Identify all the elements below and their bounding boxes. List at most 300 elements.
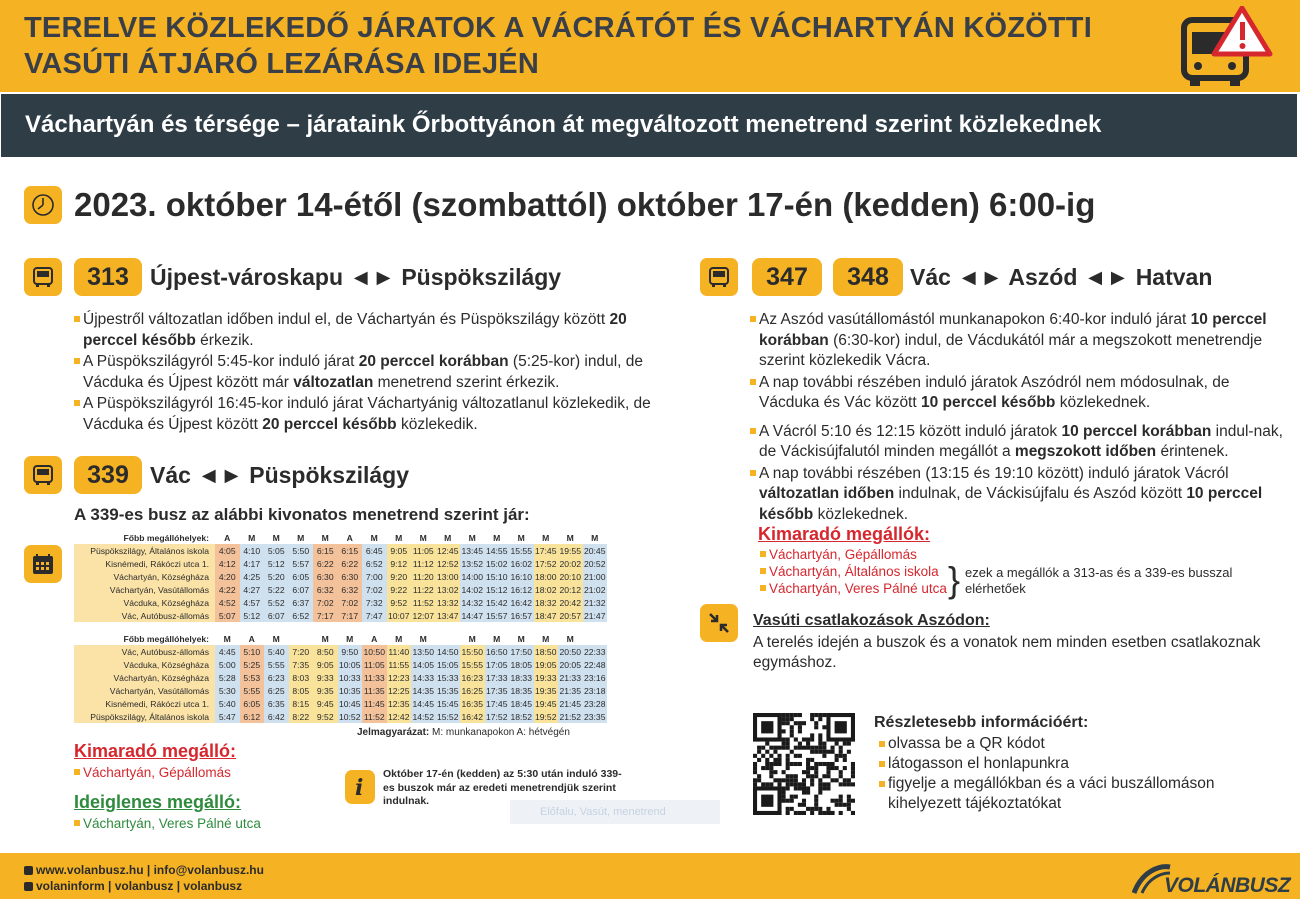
time-cell: 19:35 (534, 685, 557, 696)
time-cell: 5:28 (215, 671, 240, 684)
legend-text: M: munkanapokon A: hétvégén (432, 727, 570, 738)
list-item: A Vácról 5:10 és 12:15 között induló járatok 10 perccel korábban indul-nak, de Váckisújfalutól minden megállót a megszokott időben érintenek. (750, 422, 1290, 463)
time-cell: 6:07 (264, 609, 289, 622)
time-cell: 14:02 (461, 584, 483, 595)
route-347-name: Vác ◄► Aszód ◄► Hatvan (910, 264, 1213, 290)
time-cell: 5:53 (240, 671, 265, 684)
list-item: A nap további részében (13:15 és 19:10 között) induló járatok Vácról változatlan időben indulnak, de Váckisújfalu és Aszód között 10 perccel később közlekednek. (750, 464, 1290, 526)
time-cell: 12:07 (412, 610, 434, 621)
list-item: Váchartyán, Veres Pálné utca (760, 580, 947, 597)
time-cell: 4:20 (215, 570, 240, 583)
time-cell: 15:45 (436, 698, 459, 709)
time-cell: 21:33 (559, 672, 581, 683)
time-cell: 5:05 (264, 544, 289, 557)
legend (357, 727, 570, 738)
time-cell: 4:52 (215, 596, 240, 609)
time-cell: 15:12 (485, 584, 508, 595)
route-badge-313: 313 (74, 258, 142, 296)
list-item: Váchartyán, Veres Pálné utca (74, 815, 261, 832)
time-cell: 9:12 (387, 557, 412, 570)
time-cell: 6:42 (264, 710, 289, 723)
time-cell: 19:05 (534, 659, 557, 670)
time-cell: 7:00 (362, 570, 387, 583)
connection-arrows-icon (700, 604, 738, 642)
table-flag-cell: M (338, 632, 363, 645)
time-cell: 5:57 (289, 557, 314, 570)
time-cell: 13:00 (436, 571, 459, 582)
stop-name-cell: Váchartyán, Vasútállomás (74, 583, 215, 596)
time-cell: 18:32 (534, 597, 557, 608)
time-cell: 6:22 (338, 557, 363, 570)
time-cell: 17:35 (485, 685, 508, 696)
time-cell: 6:30 (313, 570, 338, 583)
temporary-stop-title: Ideiglenes megálló: (74, 792, 242, 812)
time-cell: 11:05 (363, 659, 385, 670)
time-cell: 7:02 (362, 583, 387, 596)
missing-stops-title-347: Kimaradó megállók: (758, 524, 931, 544)
time-cell: 10:07 (387, 610, 410, 621)
time-cell: 14:52 (412, 711, 434, 722)
table-row (74, 583, 607, 596)
time-cell: 20:05 (559, 659, 581, 670)
time-cell: 11:05 (412, 545, 434, 556)
table-header-cell: Főbb megállóhelyek: (74, 632, 215, 645)
time-cell: 12:23 (387, 672, 410, 683)
time-cell: 16:23 (461, 672, 483, 683)
time-cell: 15:10 (485, 571, 508, 582)
missing-stop-list (74, 764, 231, 781)
footer (0, 853, 1300, 899)
time-cell: 9:52 (387, 596, 412, 609)
table-flag-cell: M (264, 632, 289, 645)
rail-text: A terelés idején a buszok és a vonatok nem minden esetben csatlakoznak egymáshoz. (753, 634, 1261, 671)
time-cell: 13:50 (412, 646, 434, 657)
time-cell: 4:45 (215, 645, 240, 658)
time-cell: 5:00 (215, 658, 240, 671)
stop-name-cell: Kisnémedi, Rákóczi utca 1. (74, 697, 215, 710)
rail-title: Vasúti csatlakozások Aszódon: (753, 612, 990, 629)
time-cell: 15:52 (436, 711, 459, 722)
time-cell: 16:50 (485, 646, 508, 657)
table-flag-cell: M (411, 632, 436, 645)
time-cell: 6:52 (362, 557, 387, 570)
route-badge-347: 347 (752, 258, 822, 296)
time-cell: 14:55 (485, 545, 508, 556)
temporary-stop-list (74, 815, 261, 832)
time-cell: 16:02 (510, 558, 532, 569)
bus-warning-icon (1170, 6, 1280, 90)
time-cell: 4:17 (240, 557, 265, 570)
time-cell: 7:35 (289, 658, 314, 671)
web-icon (24, 866, 33, 875)
time-cell: 16:42 (510, 597, 532, 608)
time-cell: 5:07 (215, 609, 240, 622)
time-cell: 14:45 (412, 698, 434, 709)
table-flag-cell: M (558, 531, 583, 544)
table-flag-cell: M (485, 531, 510, 544)
list-item: figyelje a megállókban és a váci buszállomáson kihelyezett tájékoztatókat (874, 774, 1219, 814)
route-313-name: Újpest-városkapu ◄► Püspökszilágy (150, 264, 562, 290)
time-cell: 17:52 (534, 558, 557, 569)
time-cell: 8:22 (289, 710, 314, 723)
page-title: TERELVE KÖZLEKEDŐ JÁRATOK A VÁCRÁTÓT ÉS VÁCHARTYÁN KÖZÖTTI VASÚTI ÁTJÁRÓ LEZÁRÁSA IDEJÉN (24, 12, 1092, 80)
list-item: olvassa be a QR kódot (874, 734, 1219, 754)
time-cell: 18:00 (534, 571, 557, 582)
brand-name: VOLÁNBUSZ (1164, 874, 1291, 897)
time-cell: 17:33 (485, 672, 508, 683)
table-flag-cell: M (583, 531, 608, 544)
route-313-info (74, 310, 664, 436)
route-badge-339: 339 (74, 456, 142, 494)
route-339-name: Vác ◄► Püspökszilágy (150, 462, 410, 488)
time-cell: 13:45 (461, 545, 483, 556)
time-cell: 9:20 (387, 570, 412, 583)
time-cell: 22:33 (583, 646, 606, 657)
time-cell: 15:55 (510, 545, 532, 556)
time-cell: 6:23 (264, 671, 289, 684)
time-cell: 15:33 (436, 672, 459, 683)
clock-icon (24, 186, 62, 224)
bus-icon (24, 258, 62, 296)
time-cell: 12:35 (387, 698, 410, 709)
time-cell: 17:45 (534, 545, 557, 556)
time-cell: 6:05 (240, 697, 265, 710)
time-cell: 20:42 (559, 597, 581, 608)
stop-name-cell: Vácduka, Községháza (74, 596, 215, 609)
time-cell: 11:52 (363, 711, 385, 722)
time-cell: 17:52 (485, 711, 508, 722)
time-cell: 14:32 (461, 597, 483, 608)
time-cell: 8:15 (289, 697, 314, 710)
time-cell: 20:02 (559, 558, 581, 569)
time-cell: 7:02 (338, 596, 363, 609)
time-cell: 11:40 (388, 646, 410, 657)
time-cell: 6:25 (264, 684, 289, 697)
timetable-intro: A 339-es busz az alábbi kivonatos menetrend szerint jár: (74, 505, 530, 524)
time-cell: 20:10 (559, 571, 581, 582)
time-cell: 18:05 (510, 659, 532, 670)
time-cell: 14:47 (461, 610, 483, 621)
time-cell: 23:28 (583, 698, 606, 709)
time-cell: 23:18 (583, 685, 606, 696)
table-flag-cell: A (215, 531, 240, 544)
time-cell: 8:50 (313, 645, 338, 658)
time-cell: 14:35 (412, 685, 434, 696)
time-cell: 10:35 (338, 685, 361, 696)
table-row (74, 544, 607, 557)
time-cell: 7:32 (362, 596, 387, 609)
time-cell: 12:52 (436, 558, 459, 569)
stop-name-cell: Vác, Autóbusz-állomás (74, 609, 215, 622)
time-cell: 6:32 (313, 583, 338, 596)
time-cell: 22:48 (583, 659, 606, 670)
time-cell: 14:50 (436, 646, 459, 657)
footer-social (24, 879, 242, 893)
time-cell: 11:45 (363, 698, 385, 709)
time-cell: 20:50 (559, 646, 581, 657)
time-cell: 12:25 (387, 685, 410, 696)
time-cell: 18:02 (534, 584, 557, 595)
bus-icon (700, 258, 738, 296)
table-flag-cell: M (460, 531, 485, 544)
time-cell: 11:55 (388, 659, 410, 670)
table-flag-cell: M (534, 632, 559, 645)
time-cell: 6:35 (264, 697, 289, 710)
time-cell: 19:55 (559, 545, 581, 556)
table-flag-cell (289, 632, 314, 645)
time-cell: 18:47 (534, 610, 557, 621)
time-cell: 14:00 (461, 571, 483, 582)
list-item: A nap további részében induló járatok Aszódról nem módosulnak, de Vácduka és Vác között 10 perccel később közlekednek. (750, 373, 1290, 414)
time-cell: 18:35 (510, 685, 532, 696)
time-cell: 12:42 (387, 711, 410, 722)
table-flag-cell: M (460, 632, 485, 645)
time-cell: 4:57 (240, 596, 265, 609)
list-item: Újpestről változatlan időben indul el, de Váchartyán és Püspökszilágy között 20 perccel később érkezik. (74, 310, 664, 351)
time-cell: 16:57 (510, 610, 532, 621)
time-cell: 5:30 (215, 684, 240, 697)
table-flag-cell: M (240, 531, 265, 544)
info-note: Október 17-én (kedden) az 5:30 után induló 339-es buszok már az eredeti menetrendjük szerint indulnak. (383, 768, 622, 807)
table-flag-cell (583, 632, 608, 645)
calendar-icon (24, 545, 62, 583)
timetable-inbound (74, 632, 607, 723)
time-cell: 16:35 (461, 698, 483, 709)
stop-name-cell: Vácduka, Községháza (74, 658, 215, 671)
list-item: Váchartyán, Általános iskola (760, 563, 947, 580)
time-cell: 5:52 (264, 596, 289, 609)
stop-name-cell: Püspökszilágy, Általános iskola (74, 544, 215, 557)
table-header-row (74, 531, 607, 544)
stop-name-cell: Váchartyán, Községháza (74, 570, 215, 583)
footer-social-links[interactable]: volaninform | volanbusz | volanbusz (36, 879, 243, 893)
table-row (74, 684, 607, 697)
table-flag-cell: A (240, 632, 265, 645)
time-cell: 5:22 (264, 583, 289, 596)
time-cell: 11:22 (412, 584, 434, 595)
time-cell: 13:52 (461, 558, 483, 569)
time-cell: 8:05 (289, 684, 314, 697)
table-flag-cell: M (264, 531, 289, 544)
time-cell: 10:33 (338, 672, 361, 683)
table-flag-cell: M (509, 531, 534, 544)
time-cell: 4:27 (240, 583, 265, 596)
time-cell: 9:52 (313, 710, 338, 723)
time-cell: 9:45 (313, 697, 338, 710)
table-flag-cell: M (534, 531, 559, 544)
time-cell: 15:05 (436, 659, 459, 670)
time-cell: 11:52 (412, 597, 434, 608)
time-cell: 7:02 (313, 596, 338, 609)
table-flag-cell: M (387, 531, 412, 544)
time-cell: 11:33 (363, 672, 385, 683)
legend-label: Jelmagyarázat: (357, 727, 430, 738)
time-cell: 15:57 (485, 610, 508, 621)
subtitle-banner: Váchartyán és térsége – járataink Őrbottyánon át megváltozott menetrend szerint közlekednek (1, 94, 1297, 157)
time-cell: 5:55 (240, 684, 265, 697)
time-cell: 5:12 (264, 557, 289, 570)
time-cell: 4:10 (240, 544, 265, 557)
time-cell: 9:35 (313, 684, 338, 697)
table-flag-cell: M (387, 632, 412, 645)
time-cell: 17:45 (485, 698, 508, 709)
table-flag-cell: M (411, 531, 436, 544)
time-cell: 11:12 (412, 558, 434, 569)
table-flag-cell: M (509, 632, 534, 645)
time-cell: 7:47 (362, 609, 387, 622)
table-row (74, 570, 607, 583)
time-cell: 7:17 (338, 609, 363, 622)
table-flag-cell: M (558, 632, 583, 645)
timetable-outbound (74, 531, 607, 622)
table-flag-cell: M (485, 632, 510, 645)
time-cell: 9:05 (313, 658, 338, 671)
time-cell: 7:20 (289, 645, 314, 658)
stop-name-cell: Püspökszilágy, Általános iskola (74, 710, 215, 723)
list-item: A Püspökszilágyról 5:45-kor induló járat 20 perccel korábban (5:25-kor) indul, de Vácduka és Újpest között már változatlan menetrend szerint érkezik. (74, 352, 664, 393)
time-cell: 14:05 (412, 659, 434, 670)
validity-date: 2023. október 14-étől (szombattól) október 17-én (kedden) 6:00-ig (74, 186, 1096, 223)
time-cell: 15:02 (485, 558, 508, 569)
time-cell: 7:17 (313, 609, 338, 622)
time-cell: 5:55 (264, 658, 289, 671)
list-item: A Püspökszilágyról 16:45-kor induló járat Váchartyánig változatlanul közlekedik, de Vácduka és Újpest között 20 perccel később közlekedik. (74, 394, 664, 435)
time-cell: 21:35 (559, 685, 581, 696)
time-cell: 6:32 (338, 583, 363, 596)
time-cell: 10:05 (338, 659, 361, 670)
time-cell: 6:05 (289, 570, 314, 583)
time-cell: 5:20 (264, 570, 289, 583)
more-info-title: Részletesebb információért: (874, 714, 1089, 731)
time-cell: 19:33 (534, 672, 557, 683)
more-info-list (874, 734, 1219, 814)
time-cell: 8:03 (289, 671, 314, 684)
time-cell: 20:52 (583, 558, 606, 569)
table-flag-cell: M (362, 531, 387, 544)
time-cell: 15:50 (461, 646, 483, 657)
time-cell: 6:15 (338, 544, 363, 557)
time-cell: 20:12 (559, 584, 581, 595)
time-cell: 5:47 (215, 710, 240, 723)
header-banner (0, 0, 1300, 92)
time-cell: 4:05 (215, 544, 240, 557)
table-row (74, 697, 607, 710)
time-cell: 21:52 (559, 711, 581, 722)
time-cell: 23:16 (583, 672, 606, 683)
more-info (874, 714, 1219, 814)
table-row (74, 609, 607, 622)
time-cell: 23:35 (583, 711, 606, 722)
time-cell: 5:25 (240, 658, 265, 671)
table-row (74, 596, 607, 609)
time-cell: 10:50 (363, 646, 385, 657)
time-cell: 15:55 (461, 659, 483, 670)
table-header-row (74, 632, 607, 645)
time-cell: 20:45 (583, 545, 606, 556)
time-cell: 10:45 (338, 698, 361, 709)
time-cell: 6:37 (289, 596, 314, 609)
time-cell: 19:45 (534, 698, 557, 709)
footer-links[interactable]: www.volanbusz.hu | info@volanbusz.hu (36, 863, 264, 877)
time-cell: 4:25 (240, 570, 265, 583)
time-cell: 18:52 (510, 711, 532, 722)
table-flag-cell: M (215, 632, 240, 645)
rail-connections (753, 612, 1293, 673)
qr-code[interactable] (753, 713, 855, 815)
list-item: Váchartyán, Gépállomás (760, 546, 947, 563)
time-cell: 6:52 (289, 609, 314, 622)
time-cell: 9:50 (338, 645, 363, 658)
missing-stops-note: ezek a megállók a 313-as és a 339-es busszal elérhetőek (965, 565, 1233, 596)
stop-name-cell: Kisnémedi, Rákóczi utca 1. (74, 557, 215, 570)
time-cell: 6:30 (338, 570, 363, 583)
time-cell: 20:57 (559, 610, 581, 621)
time-cell: 10:52 (338, 711, 361, 722)
time-cell: 15:42 (485, 597, 508, 608)
time-cell: 14:33 (412, 672, 434, 683)
time-cell: 5:40 (215, 697, 240, 710)
time-cell: 11:20 (412, 571, 434, 582)
time-cell: 21:02 (583, 584, 606, 595)
missing-stops-list-347 (760, 546, 947, 597)
table-row (74, 671, 607, 684)
time-cell: 6:07 (289, 583, 314, 596)
time-cell: 21:47 (583, 610, 606, 621)
route-347-info (750, 310, 1290, 526)
table-row (74, 710, 607, 723)
time-cell: 5:12 (240, 609, 265, 622)
time-cell: 21:32 (583, 597, 606, 608)
time-cell: 6:15 (313, 544, 338, 557)
stop-name-cell: Váchartyán, Községháza (74, 671, 215, 684)
route-badge-348: 348 (833, 258, 903, 296)
time-cell: 12:45 (436, 545, 459, 556)
time-cell: 9:05 (387, 544, 412, 557)
time-cell: 16:25 (461, 685, 483, 696)
time-cell: 13:47 (436, 610, 459, 621)
time-cell: 18:50 (534, 646, 557, 657)
time-cell: 6:22 (313, 557, 338, 570)
social-icon (24, 882, 33, 891)
table-flag-cell: M (313, 632, 338, 645)
bus-icon (24, 456, 62, 494)
time-cell: 16:10 (510, 571, 532, 582)
time-cell: 6:45 (362, 544, 387, 557)
list-item: látogasson el honlapunkra (874, 754, 1219, 774)
stop-name-cell: Váchartyán, Vasútállomás (74, 684, 215, 697)
faint-watermark: Előfalu, Vasút, menetrend (510, 800, 720, 824)
footer-contact (24, 863, 264, 877)
time-cell: 4:22 (215, 583, 240, 596)
table-header-cell: Főbb megállóhelyek: (74, 531, 215, 544)
table-row (74, 645, 607, 658)
time-cell: 16:42 (461, 711, 483, 722)
time-cell: 13:02 (436, 584, 459, 595)
time-cell: 17:05 (485, 659, 508, 670)
table-flag-cell: M (289, 531, 314, 544)
stop-name-cell: Vác, Autóbusz-állomás (74, 645, 215, 658)
time-cell: 6:12 (240, 710, 265, 723)
time-cell: 19:52 (534, 711, 557, 722)
table-flag-cell: A (338, 531, 363, 544)
time-cell: 4:12 (215, 557, 240, 570)
table-flag-cell: M (313, 531, 338, 544)
time-cell: 21:00 (583, 571, 606, 582)
table-flag-cell: A (362, 632, 387, 645)
time-cell: 18:45 (510, 698, 532, 709)
time-cell: 18:33 (510, 672, 532, 683)
list-item: Az Aszód vasútállomástól munkanapokon 6:40-kor induló járat 10 perccel korábban (6:30-kor) indul, de Vácdukától már a megszokott menetrendje szerint közlekedik Vácra. (750, 310, 1290, 372)
